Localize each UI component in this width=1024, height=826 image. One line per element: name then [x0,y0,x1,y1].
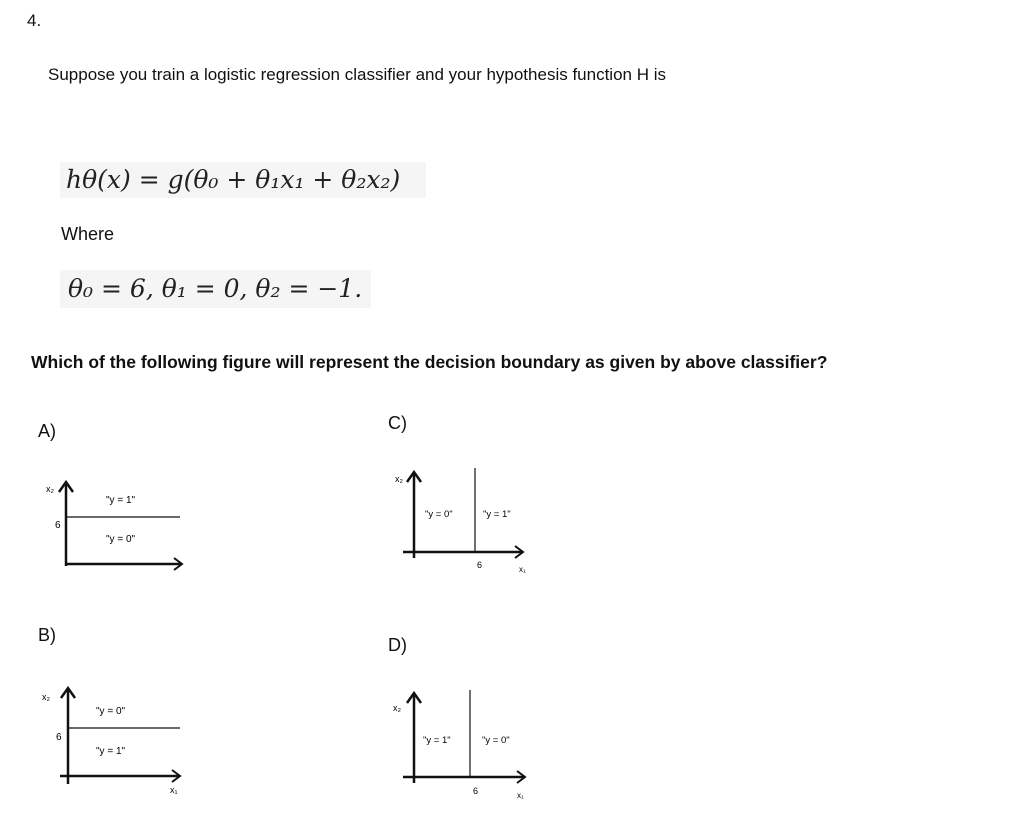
option-b-graph [30,680,200,800]
region-left-label: "y = 0" [425,509,453,520]
tick-label: 6 [473,786,479,796]
region-bottom-label: "y = 0" [106,534,136,545]
region-left-label: "y = 1" [423,735,451,746]
region-top-label: "y = 0" [96,706,126,717]
question-number: 4. [27,11,42,30]
region-right-label: "y = 1" [483,509,511,520]
x-axis-label: x₁ [517,791,524,800]
option-d-graph [385,685,555,805]
option-c-graph [385,460,555,580]
region-bottom-label: "y = 1" [96,746,126,757]
question-intro: Suppose you train a logistic regression classifier and your hypothesis function H is [48,65,666,84]
parameter-values: θ₀ = 6, θ₁ = 0, θ₂ = −1. [60,270,371,308]
x-axis-label: x₁ [519,565,526,574]
where-label: Where [61,224,115,244]
hypothesis-formula: hθ(x) = g(θ₀ + θ₁x₁ + θ₂x₂) [60,162,426,198]
y-axis-label: x₂ [395,474,403,484]
option-b-label: B) [38,625,56,645]
y-axis-label: x₂ [42,692,50,702]
y-axis-label: x₂ [46,484,54,494]
question-prompt: Which of the following figure will represent the decision boundary as given by above classifier? [31,352,828,372]
x-axis-label: x₁ [170,785,178,795]
region-right-label: "y = 0" [482,735,510,746]
region-top-label: "y = 1" [106,495,136,506]
tick-label: 6 [56,732,62,743]
tick-label: 6 [477,560,483,570]
option-d-label: D) [388,635,407,655]
option-a-label: A) [38,421,56,441]
y-axis-label: x₂ [393,703,401,713]
option-c-label: C) [388,413,407,433]
tick-label: 6 [55,520,61,531]
option-a-graph [30,470,200,580]
